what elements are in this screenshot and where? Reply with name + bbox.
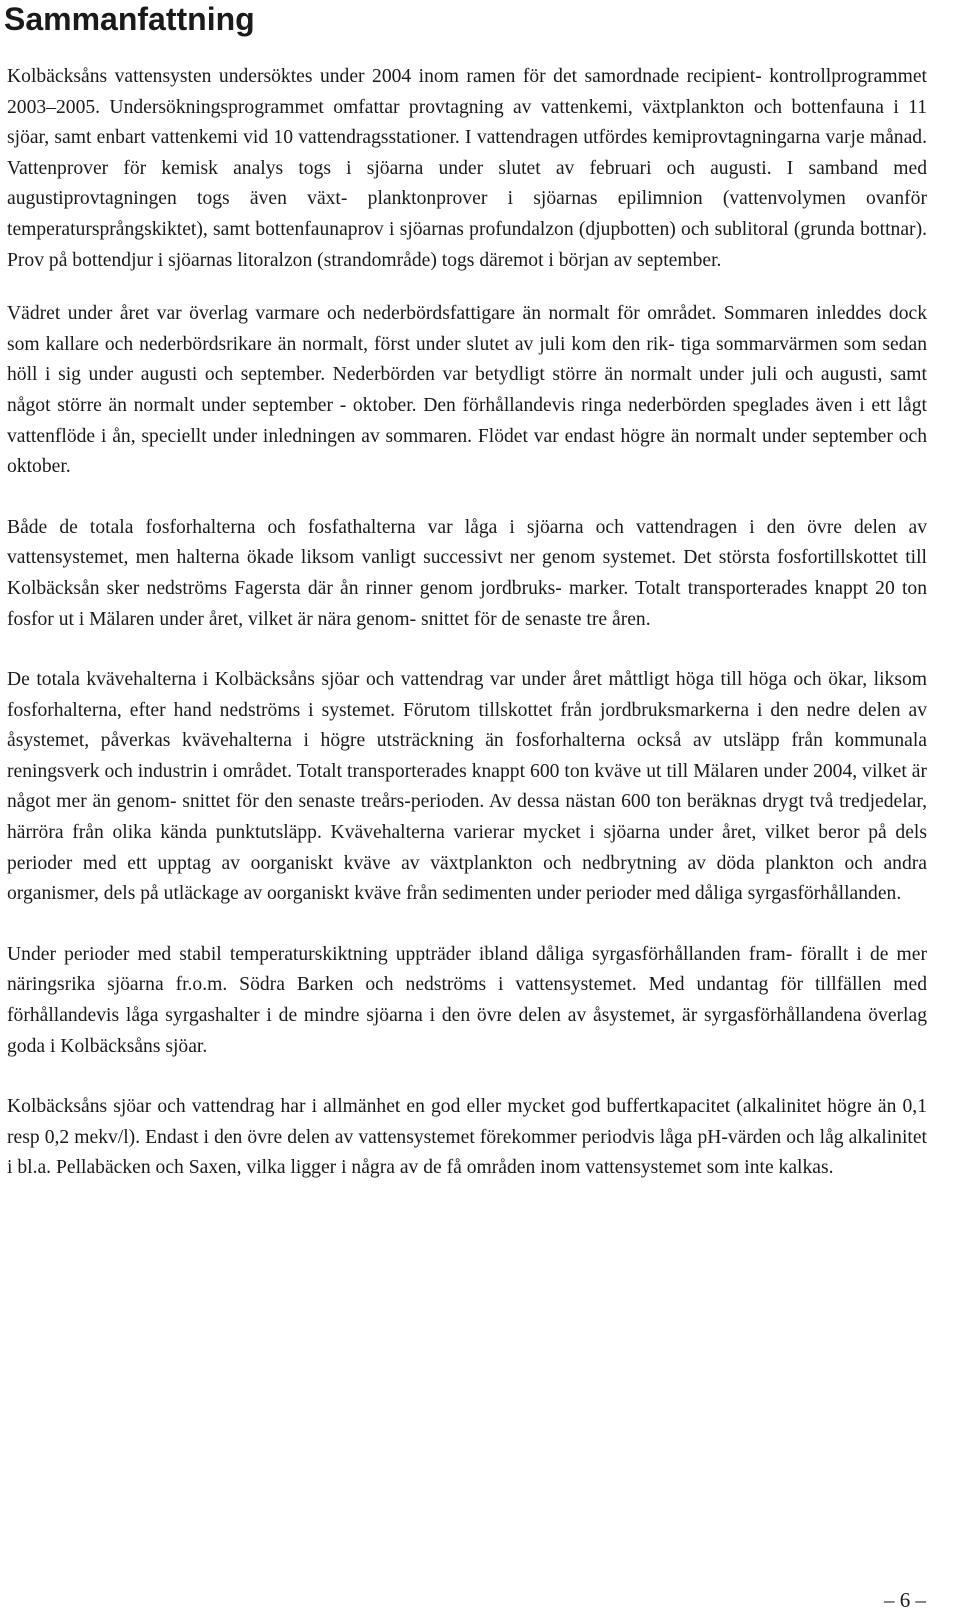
paragraph-oxygen: Under perioder med stabil temperaturskiktning uppträder ibland dåliga syrgasförhållanden fram- förallt i de mer näringsrika sjöarna fr.o.m. Södra Barken och nedströms i vattensystemet. Med undantag för tillfällen med förhållandevis låga syrgashalter i de mindre sjöarna i den övre delen av åsystemet, är syrgasförhållandena överlag goda i Kolbäcksåns sjöar. bbox=[7, 943, 927, 1057]
paragraph-survey-scope: Kolbäcksåns vattensysten undersöktes under 2004 inom ramen för det samordnade recipient- kontrollprogrammet 2003–2005. Undersökningsprogrammet omfattar provtagning av vattenkemi, växtplankton och bottenfauna i 11 sjöar, samt enbart vattenkemi vid 10 vattendragsstationer. I vattendragen utfördes kemiprovtagningarna varje månad. Vattenprover för kemisk analys togs i sjöarna under slutet av februari och augusti. I samband med augustiprovtagningen togs även växt- planktonprover i sjöarnas epilimnion (vattenvolymen ovanför temperatursprångskiktet), samt bottenfaunaprov i sjöarnas profundalzon (djupbotten) och sublitoral (grunda bottnar). Prov på bottendjur i sjöarnas litoralzon (strandområde) togs däremot i början av september. bbox=[7, 66, 927, 271]
summary-body bbox=[7, 62, 927, 1214]
page-title: Sammanfattning bbox=[4, 1, 255, 37]
paragraph-nitrogen: De totala kvävehalterna i Kolbäcksåns sjöar och vattendrag var under året måttligt höga till höga och ökar, liksom fosforhalterna, efter hand nedströms i systemet. Förutom tillskottet från jordbruksmarkerna i den nedre delen av åsystemet, påverkas kvävehalterna i högre utsträckning än fosforhalterna också av utsläpp från kommunala reningsverk och industrin i området. Totalt transporterades knappt 600 ton kväve ut till Mälaren under 2004, vilket är något mer än genom- snittet för den senaste treårs-perioden. Av dessa nästan 600 ton beräknas drygt två tredjedelar, härröra från olika kända punktutsläpp. Kvävehalterna varierar mycket i sjöarna under året, vilket beror på dels perioder med ett upptag av oorganiskt kväve av växtplankton och nedbrytning av döda plankton och andra organismer, dels på utläckage av oorganiskt kväve från sedimenten under perioder med dåliga syrgasförhållanden. bbox=[7, 669, 927, 905]
paragraph-weather: Vädret under året var överlag varmare och nederbördsfattigare än normalt för området. Sommaren inleddes dock som kallare och nederbördsrikare än normalt, först under slutet av juli kom den rik- tiga sommarvärmen som sedan höll i sig under augusti och september. Nederbörden var betydligt större än normalt under juli och augusti, samt något större än normalt under september - oktober. Den förhållandevis ringa nederbörden speglades även i ett lågt vattenflöde i ån, speciellt under inledningen av sommaren. Flödet var endast högre än normalt under september och oktober. bbox=[7, 303, 927, 478]
paragraph-phosphorus: Både de totala fosforhalterna och fosfathalterna var låga i sjöarna och vattendragen i den övre delen av vattensystemet, men halterna ökade liksom vanligt successivt ner genom systemet. Det största fosfortillskottet till Kolbäcksån sker nedströms Fagersta där ån rinner genom jordbruks- marker. Totalt transporterades knappt 20 ton fosfor ut i Mälaren under året, vilket är nära genom- snittet för de senaste tre åren. bbox=[7, 516, 927, 630]
paragraph-buffer-capacity: Kolbäcksåns sjöar och vattendrag har i allmänhet en god eller mycket god buffertkapacitet (alkalinitet högre än 0,1 resp 0,2 mekv/l). Endast i den övre delen av vattensystemet förekommer periodvis låga pH-värden och låg alkalinitet i bl.a. Pellabäcken och Saxen, vilka ligger i några av de få områden inom vattensystemet som inte kalkas. bbox=[7, 1096, 927, 1179]
page-number: – 6 – bbox=[884, 1588, 926, 1612]
